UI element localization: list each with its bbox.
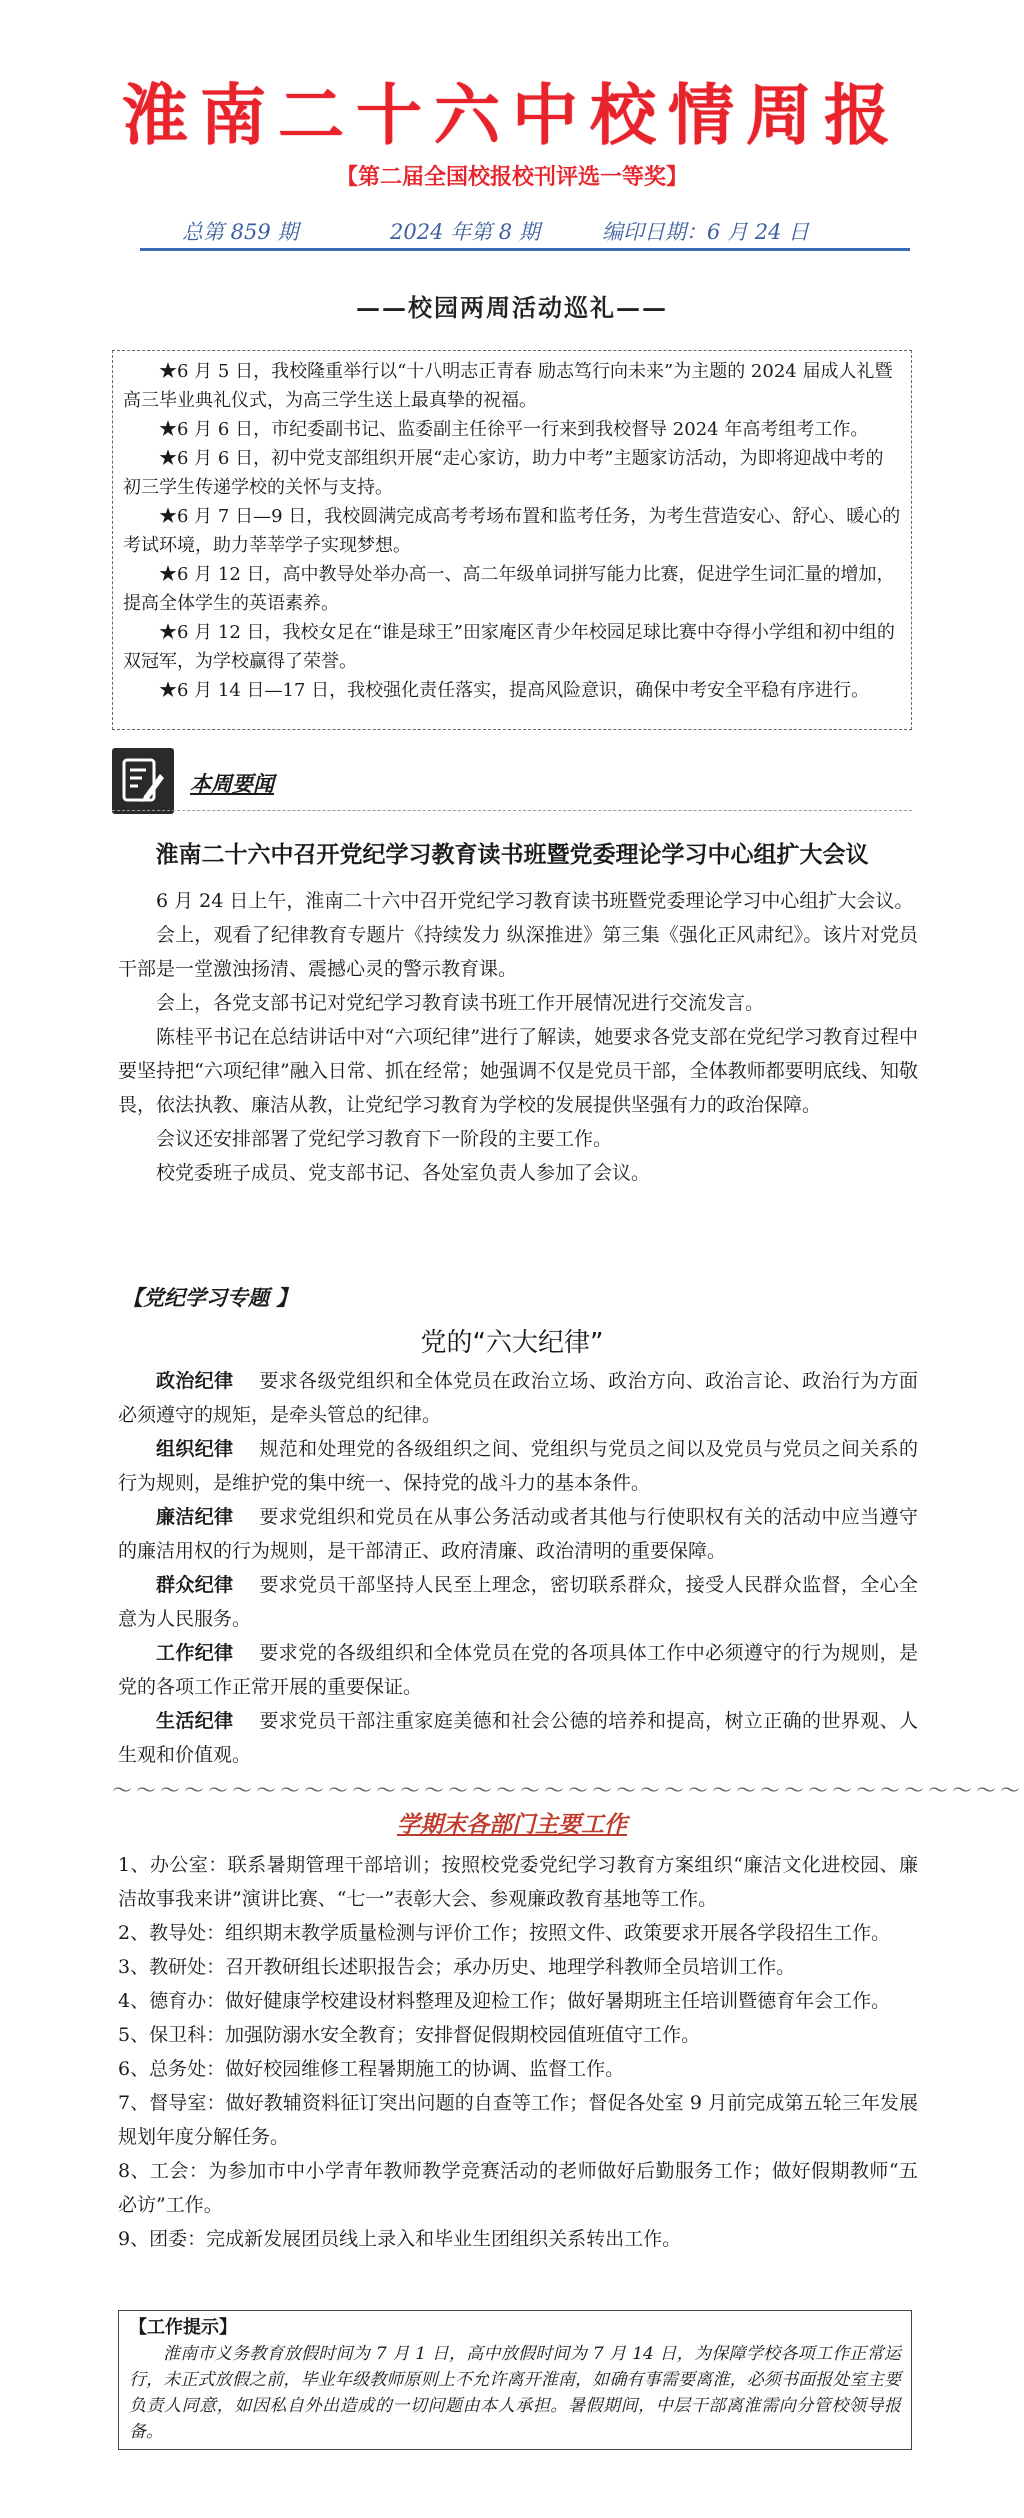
- departments-title: 学期末各部门主要工作: [397, 1811, 627, 1838]
- department-item: 5、保卫科：加强防溺水安全教育；安排督促假期校园值班值守工作。: [118, 2024, 701, 2046]
- work-tip-box: [118, 2310, 912, 2450]
- tip-title: 【工作提示】: [129, 2317, 237, 2338]
- weekly-news-tag: 本周要闻: [190, 771, 274, 796]
- article-paragraph: 会上，观看了纪律教育专题片《持续发力 纵深推进》第三集《强化正风肃纪》。该片对党员干部是一堂激浊扬清、震撼心灵的警示教育课。: [118, 924, 918, 980]
- discipline-item: [118, 1500, 918, 1568]
- discipline-term: 生活纪律: [156, 1710, 234, 1732]
- article-body: [118, 884, 918, 1190]
- campus-section-title: ——校园两周活动巡礼——: [356, 293, 668, 322]
- discipline-term: 群众纪律: [156, 1574, 234, 1596]
- discipline-item: [118, 1636, 918, 1704]
- tip-text: 淮南市义务教育放假时间为 7 月 1 日，高中放假时间为 7 月 14 日，为保障学校各项工作正常运行，未正式放假之前，毕业年级教师原则上不允许离开淮南，如确有事需要离淮，必须书面报处室主要负责人同意，如因私自外出造成的一切问题由本人承担。暑假期间，中层干部离淮需向分管校领导报备。: [129, 2344, 901, 2442]
- discipline-text: 要求党的各级组织和全体党员在党的各项具体工作中必须遵守的行为规则，是党的各项工作正常开展的重要保证。: [118, 1642, 918, 1698]
- wave-divider: ～～～～～～～～～～～～～～～～～～～～～～～～～～～～～～～～～～～～～～: [112, 1778, 1024, 1802]
- discipline-term: 组织纪律: [156, 1438, 234, 1460]
- article-paragraph: 会上，各党支部书记对党纪学习教育读书班工作开展情况进行交流发言。: [156, 992, 765, 1014]
- discipline-item: [118, 1364, 918, 1432]
- department-item: 7、督导室：做好教辅资料征订突出问题的自查等工作；督促各处室 9 月前完成第五轮三年发展规划年度分解任务。: [118, 2092, 918, 2148]
- departments-list: [118, 1848, 918, 2256]
- award-line: 【第二届全国校报校刊评选一等奖】: [335, 165, 688, 190]
- pencil-note-icon: [112, 748, 174, 814]
- article-paragraph: 陈桂平书记在总结讲话中对“六项纪律”进行了解读，她要求各党支部在党纪学习教育过程中要坚持把“六项纪律”融入日常、抓在经常；她强调不仅是党员干部，全体教师都要明底线、知敬畏，依法执教、廉洁从教，让党纪学习教育为学校的发展提供坚强有力的政治保障。: [118, 1026, 918, 1116]
- discipline-text: 要求党员干部注重家庭美德和社会公德的培养和提高，树立正确的世界观、人生观和价值观。: [118, 1710, 918, 1766]
- department-item: 4、德育办：做好健康学校建设材料整理及迎检工作；做好暑期班主任培训暨德育年会工作。: [118, 1990, 891, 2012]
- issue-serial: 总第 859 期: [182, 220, 299, 244]
- discipline-item: [118, 1568, 918, 1636]
- discipline-list: [118, 1364, 918, 1772]
- discipline-text: 规范和处理党的各级组织之间、党组织与党员之间以及党员与党员之间关系的行为规则，是维护党的集中统一、保持党的战斗力的基本条件。: [118, 1438, 918, 1494]
- article-paragraph: 会议还安排部署了党纪学习教育下一阶段的主要工作。: [156, 1128, 613, 1150]
- discipline-item: [118, 1704, 918, 1772]
- discipline-title: 党的“六大纪律”: [420, 1328, 604, 1358]
- article-paragraph: 校党委班子成员、党支部书记、各处室负责人参加了会议。: [156, 1162, 651, 1184]
- issue-info-bar: [140, 208, 910, 251]
- discipline-text: 要求党员干部坚持人民至上理念，密切联系群众，接受人民群众监督，全心全意为人民服务。: [118, 1574, 918, 1630]
- article-paragraph: 6 月 24 日上午，淮南二十六中召开党纪学习教育读书班暨党委理论学习中心组扩大会议。: [156, 890, 914, 912]
- department-item: 2、教导处：组织期末教学质量检测与评价工作；按照文件、政策要求开展各学段招生工作。: [118, 1922, 891, 1944]
- news-item: ★6 月 12 日，我校女足在“谁是球王”田家庵区青少年校园足球比赛中夺得小学组和初中组的双冠军，为学校赢得了荣誉。: [123, 622, 895, 672]
- news-item: ★6 月 6 日，市纪委副书记、监委副主任徐平一行来到我校督导 2024 年高考组考工作。: [159, 419, 869, 440]
- discipline-term: 工作纪律: [156, 1642, 234, 1664]
- department-item: 3、教研处：召开教研组长述职报告会；承办历史、地理学科教师全员培训工作。: [118, 1956, 796, 1978]
- department-item: 9、团委：完成新发展团员线上录入和毕业生团组织关系转出工作。: [118, 2228, 682, 2250]
- news-item: ★6 月 7 日—9 日，我校圆满完成高考考场布置和监考任务，为考生营造安心、舒心、暖心的考试环境，助力莘莘学子实现梦想。: [123, 506, 901, 556]
- campus-news-box: [112, 350, 912, 730]
- news-item: ★6 月 5 日，我校隆重举行以“十八明志正青春 励志笃行向未来”为主题的 2024 届成人礼暨高三毕业典礼仪式，为高三学生送上最真挚的祝福。: [123, 361, 893, 411]
- discipline-term: 政治纪律: [156, 1370, 234, 1392]
- masthead-title: 淮南二十六中校情周报: [122, 76, 902, 154]
- department-item: 8、工会：为参加市中小学青年教师教学竞赛活动的老师做好后勤服务工作；做好假期教师“五必访”工作。: [118, 2160, 918, 2216]
- news-item: ★6 月 6 日，初中党支部组织开展“走心家访，助力中考”主题家访活动，为即将迎战中考的初三学生传递学校的关怀与支持。: [123, 448, 884, 498]
- news-item: ★6 月 14 日—17 日，我校强化责任落实，提高风险意识，确保中考安全平稳有序进行。: [159, 680, 870, 701]
- discipline-topic-tag: 【党纪学习专题 】: [122, 1285, 298, 1310]
- discipline-item: [118, 1432, 918, 1500]
- issue-year: 2024 年第 8 期: [390, 220, 540, 244]
- print-date: 编印日期：6 月 24 日: [602, 220, 810, 244]
- article-title: 淮南二十六中召开党纪学习教育读书班暨党委理论学习中心组扩大会议: [155, 842, 869, 868]
- discipline-text: 要求党组织和党员在从事公务活动或者其他与行使职权有关的活动中应当遵守的廉洁用权的行为规则，是干部清正、政府清廉、政治清明的重要保障。: [118, 1506, 918, 1562]
- news-item: ★6 月 12 日，高中教导处举办高一、高二年级单词拼写能力比赛，促进学生词汇量的增加，提高全体学生的英语素养。: [123, 564, 895, 614]
- tag-divider: [112, 810, 912, 811]
- discipline-text: 要求各级党组织和全体党员在政治立场、政治方向、政治言论、政治行为方面必须遵守的规矩，是牵头管总的纪律。: [118, 1370, 918, 1426]
- department-item: 1、办公室：联系暑期管理干部培训；按照校党委党纪学习教育方案组织“廉洁文化进校园、廉洁故事我来讲”演讲比赛、“七一”表彰大会、参观廉政教育基地等工作。: [118, 1854, 918, 1910]
- department-item: 6、总务处：做好校园维修工程暑期施工的协调、监督工作。: [118, 2058, 625, 2080]
- discipline-term: 廉洁纪律: [156, 1506, 234, 1528]
